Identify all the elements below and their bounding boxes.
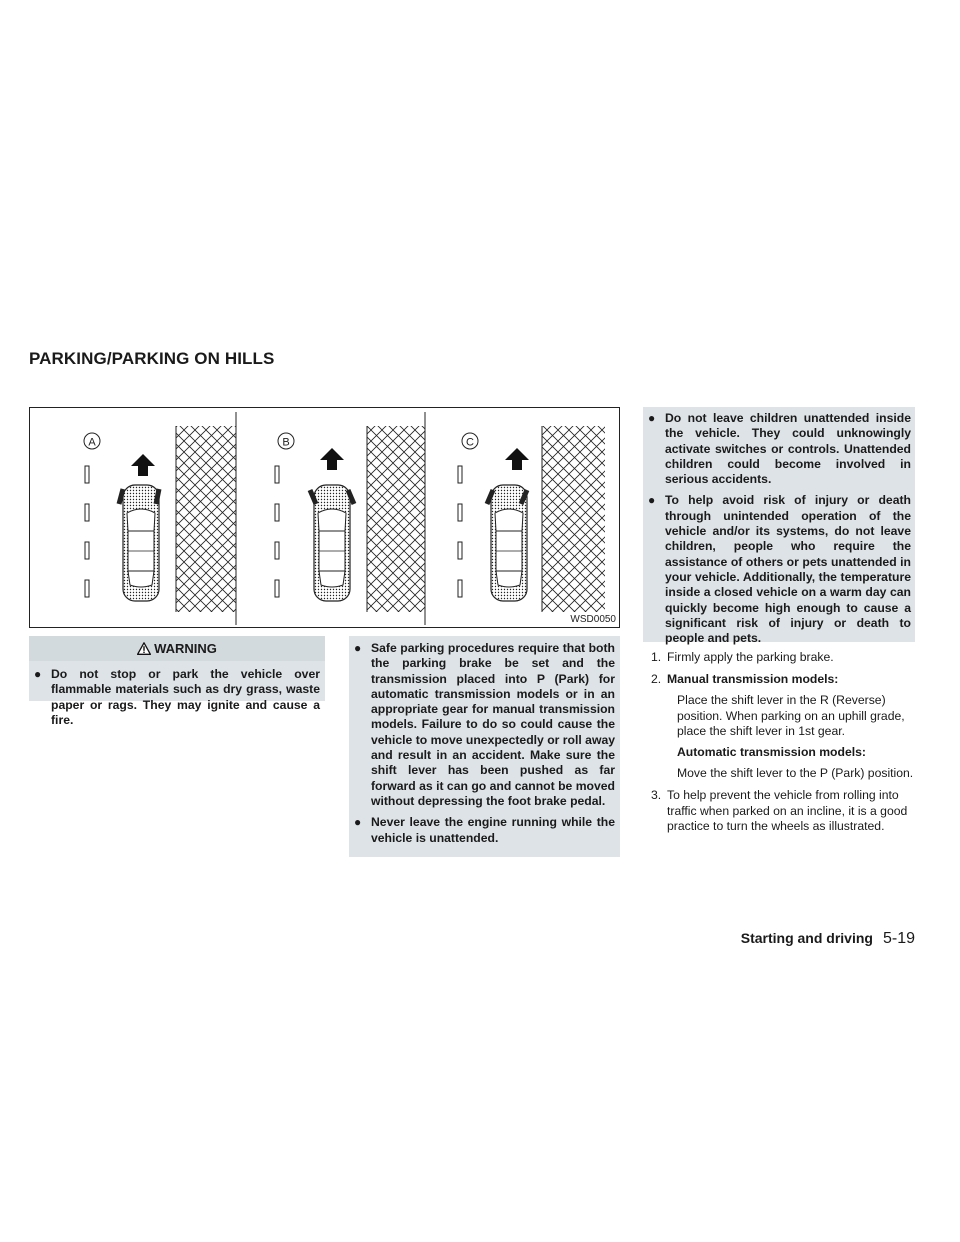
step-3: 3. To help prevent the vehicle from rolling into traffic when parked on an incline, it is a good practice to turn the wheels as illustrated. — [651, 788, 908, 833]
warning-panel-continued-2 — [643, 407, 915, 646]
label-b: B — [282, 436, 290, 449]
figure-code: WSD0050 — [570, 614, 616, 625]
warning-icon — [137, 642, 151, 655]
parking-wheels-illustration — [29, 407, 620, 628]
procedure-steps — [643, 650, 915, 841]
page-number: 5-19 — [882, 930, 915, 947]
warning-item: ● Safe parking procedures require that both the parking brake be set and the transmission placed into P (Park) for automatic transmission models or in an appropriate gear for manual transmission models. Failure to do so could cause the vehicle to move unexpectedly or roll away and result in an accident. Make sure the shift lever has been pushed as far forward as it can go and cannot be moved without depressing the foot brake pedal. — [354, 641, 615, 808]
warning-item: ● Do not stop or park the vehicle over flammable materials such as dry grass, waste paper or rags. They may ignite and cause a fire. — [34, 667, 320, 727]
warning-item: ● To help avoid risk of injury or death through unintended operation of the vehicle and/or its systems, do not leave children, people who require the assistance of others or pets unattended in your vehicle. Additionally, the temperature inside a closed vehicle on a warm day can quickly become high enough to cause a significant risk of injury or death to people and pets. — [648, 493, 911, 646]
chapter-name: Starting and driving — [740, 930, 873, 946]
panel-c — [458, 426, 605, 612]
warning-item: ● Do not leave children unattended inside the vehicle. They could unknowingly activate switches or controls. Unattended children could become involved in serious accidents. — [648, 411, 911, 487]
section-title: PARKING/PARKING ON HILLS — [29, 349, 275, 368]
panel-b — [275, 426, 425, 612]
automatic-instructions: Move the shift lever to the P (Park) position. — [677, 766, 914, 781]
panel-a — [84, 426, 236, 612]
warning-panel-continued — [349, 636, 620, 857]
step-1: 1. Firmly apply the parking brake. — [651, 650, 834, 664]
step-2: 2. Manual transmission models: Place the shift lever in the R (Reverse) position. When parking on an uphill grade, place the shift lever in 1st gear. Automatic transmission models: Move the shift lever to the P (Park) position. — [651, 672, 914, 781]
warning-item: ● Never leave the engine running while the vehicle is unattended. — [354, 815, 615, 845]
warning-heading — [29, 636, 325, 661]
label-c: C — [466, 436, 474, 449]
automatic-heading: Automatic transmission models: — [677, 745, 866, 760]
warning-panel — [29, 636, 325, 727]
label-a: A — [88, 436, 96, 449]
warning-heading-text: WARNING — [154, 641, 217, 656]
manual-instructions: Place the shift lever in the R (Reverse) position. When parking on an uphill grade, place the shift lever in 1st gear. — [677, 693, 905, 738]
page-footer — [741, 930, 915, 948]
